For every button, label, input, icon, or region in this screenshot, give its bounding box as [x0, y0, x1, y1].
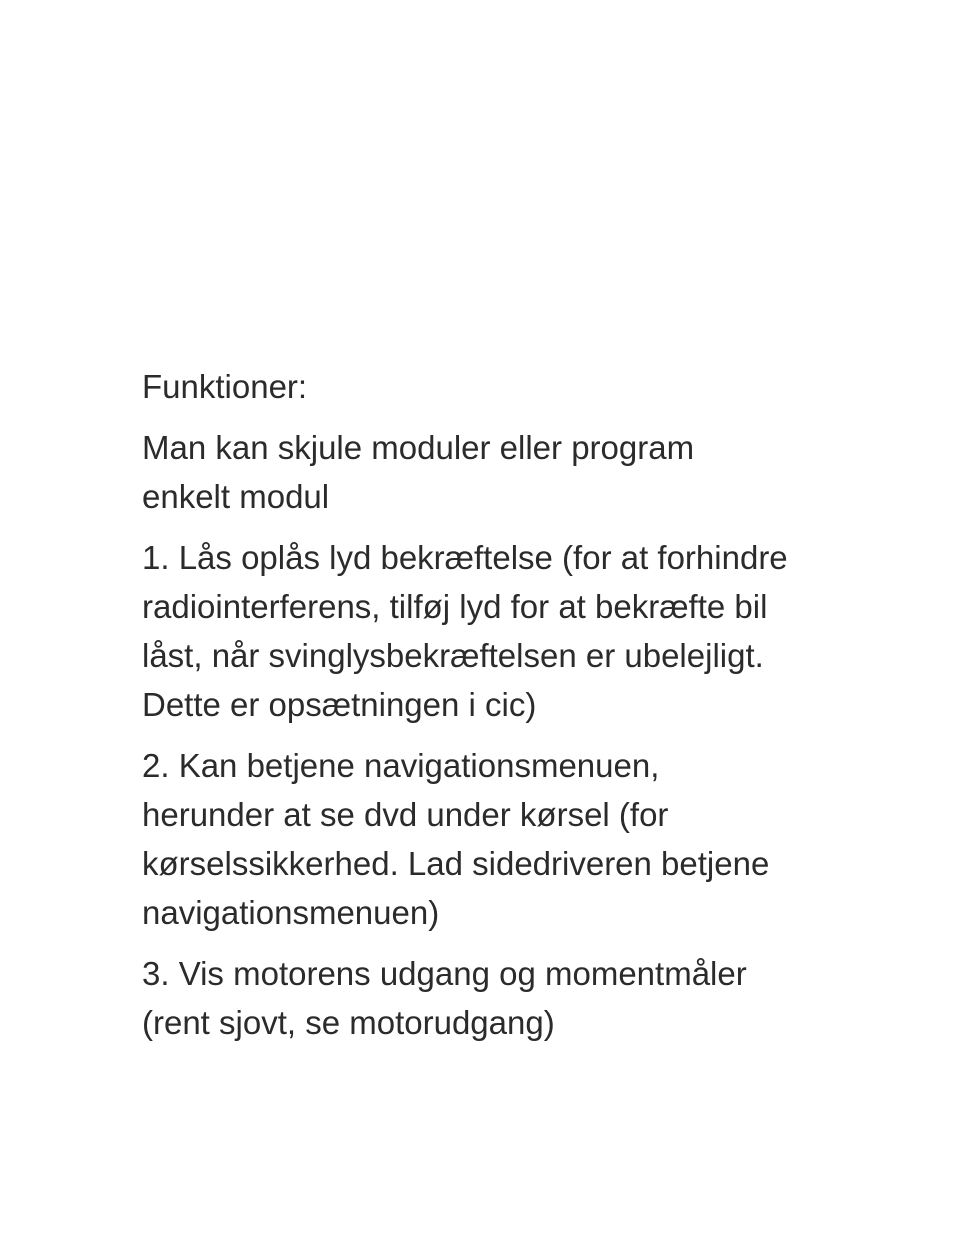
text-line: herunder at se dvd under kørsel (for: [142, 796, 669, 833]
feature-item-3: [142, 949, 842, 1047]
section-heading: Funktioner:: [142, 368, 308, 405]
text-line: (rent sjovt, se motorudgang): [142, 1004, 555, 1041]
feature-item-1: [142, 533, 842, 729]
intro-paragraph: [142, 423, 842, 521]
text-line: Dette er opsætningen i cic): [142, 686, 537, 723]
text-line: 1. Lås oplås lyd bekræftelse (for at forhindre: [142, 539, 788, 576]
text-line: 2. Kan betjene navigationsmenuen,: [142, 747, 660, 784]
document-body: [142, 362, 842, 1059]
text-line: låst, når svinglysbekræftelsen er ubelejligt.: [142, 637, 764, 674]
text-line: radiointerferens, tilføj lyd for at bekræfte bil: [142, 588, 768, 625]
text-line: Man kan skjule moduler eller program: [142, 429, 695, 466]
text-line: kørselssikkerhed. Lad sidedriveren betjene: [142, 845, 770, 882]
text-line: enkelt modul: [142, 478, 330, 515]
feature-item-2: [142, 741, 842, 937]
text-line: 3. Vis motorens udgang og momentmåler: [142, 955, 747, 992]
text-line: navigationsmenuen): [142, 894, 440, 931]
